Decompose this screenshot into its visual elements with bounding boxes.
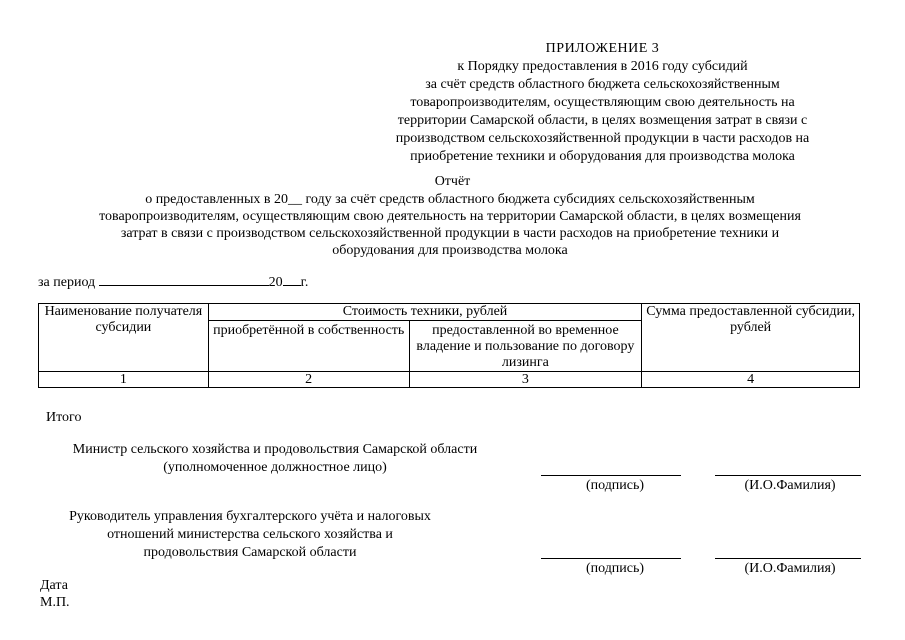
signature-caption: (подпись) <box>585 561 645 576</box>
column-number: 4 <box>642 372 860 388</box>
signatory-minister <box>40 441 510 477</box>
appendix-line: производством сельскохозяйственной продукции в части расходов на <box>395 131 810 146</box>
appendix-line: приобретение техники и оборудования для производства молока <box>410 149 795 164</box>
header-leased: предоставленной во временное владение и пользование по договору лизинга <box>409 321 642 372</box>
column-number: 3 <box>409 372 642 388</box>
header-owned: приобретённой в собственность <box>208 321 409 372</box>
signatory-position-line: Руководитель управления бухгалтерского учёта и налоговых <box>69 509 431 524</box>
appendix-header <box>340 40 865 166</box>
column-number: 1 <box>39 372 209 388</box>
appendix-line: территории Самарской области, в целях возмещения затрат в связи с <box>397 113 808 128</box>
signatory-position-line: продовольствия Самарской области <box>143 545 357 560</box>
appendix-line: товаропроизводителям, осуществляющим свою деятельность на <box>410 95 795 110</box>
header-subsidy-amount: Сумма предоставленной субсидии, рублей <box>642 304 860 372</box>
name-line <box>715 475 861 476</box>
name-line <box>715 558 861 559</box>
total-label: Итого <box>46 410 82 425</box>
appendix-line: к Порядку предоставления в 2016 году субсидий <box>457 59 748 74</box>
period-blank <box>99 272 269 286</box>
period-prefix: за период <box>38 275 96 290</box>
report-subtitle-line: затрат в связи с производством сельскохозяйственной продукции в части расходов на приобретение техники и <box>120 226 780 241</box>
report-title: Отчёт <box>434 174 471 189</box>
report-table <box>38 303 860 388</box>
report-subtitle-line: оборудования для производства молока <box>332 243 568 258</box>
appendix-title: ПРИЛОЖЕНИЕ 3 <box>545 41 660 56</box>
signatory-position-line: (уполномоченное должностное лицо) <box>163 460 387 475</box>
name-caption: (И.О.Фамилия) <box>744 561 836 576</box>
period-line <box>38 272 308 292</box>
signatory-position-line: отношений министерства сельского хозяйства и <box>107 527 393 542</box>
signature-line <box>541 558 681 559</box>
report-subtitle-line: о предоставленных в 20__ году за счёт средств областного бюджета субсидиях сельскохозяйственным <box>145 192 755 207</box>
stamp-label: М.П. <box>40 595 70 610</box>
signatory-position-line: Министр сельского хозяйства и продовольствия Самарской области <box>72 442 478 457</box>
report-subtitle-line: товаропроизводителям, осуществляющим свою деятельность на территории Самарской области, в целях возмещения <box>99 209 801 224</box>
header-equipment-cost: Стоимость техники, рублей <box>208 304 641 321</box>
signature-caption: (подпись) <box>585 478 645 493</box>
period-year-prefix: 20 <box>268 275 283 290</box>
report-subtitle <box>40 191 860 259</box>
name-caption: (И.О.Фамилия) <box>744 478 836 493</box>
header-recipient-name: Наименование получателя субсидии <box>39 304 209 372</box>
period-year-blank <box>283 272 301 286</box>
signature-line <box>541 475 681 476</box>
signatory-accounting-head <box>40 508 460 562</box>
period-suffix: г. <box>300 275 309 290</box>
column-number: 2 <box>208 372 409 388</box>
appendix-line: за счёт средств областного бюджета сельскохозяйственным <box>425 77 780 92</box>
date-label: Дата <box>40 578 68 593</box>
